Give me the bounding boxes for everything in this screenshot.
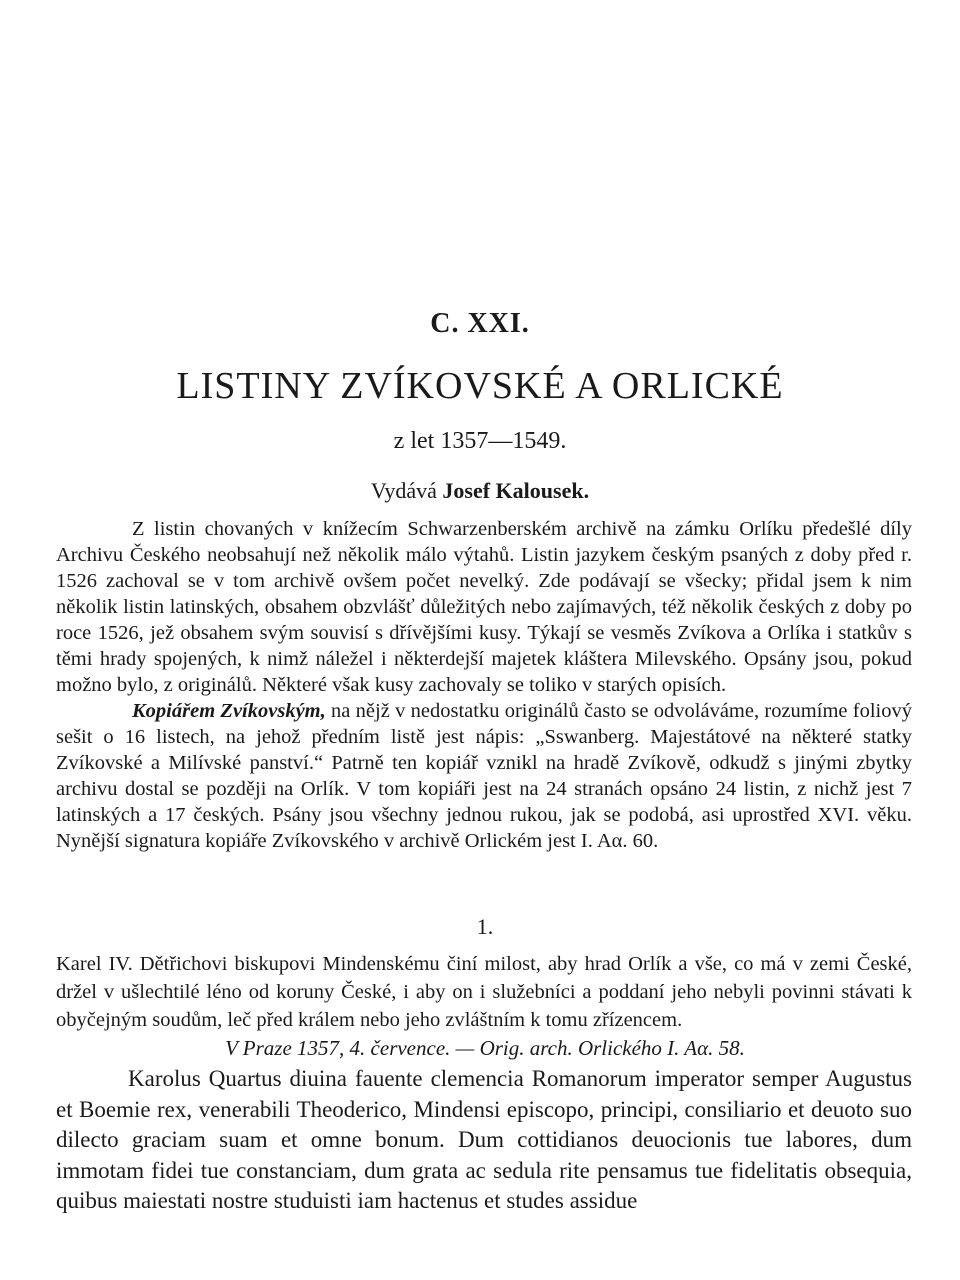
regest-text: Karel IV. Dětřichovi biskupovi Mindenskému činí milost, aby hrad Orlík a vše, co má v zemi České, držel v ušlechtilé léno od koruny České, i aby on i služebníci a poddaní jeho nebyli povinni stávati k obyčejným soudům, leč před králem nebo jeho zvláštním k tomu zřízencem. (56, 953, 912, 1031)
year-range: z let 1357—1549. (393, 428, 567, 454)
editor-prefix: Vydává (370, 478, 437, 503)
section-number: C. XXI. (430, 308, 530, 339)
editor-name: Josef Kalousek. (442, 478, 590, 503)
latin-text-block (56, 1064, 912, 1217)
intro-paragraph-2 (56, 698, 912, 854)
source-line: V Praze 1357, 4. července. — Orig. arch. Orlického I. Aα. 58. (225, 1036, 745, 1060)
intro-paragraph-1: Z listin chovaných v knížecím Schwarzenberském archivě na zámku Orlíku předešlé díly Archivu Českého neobsahují než několik málo výtahů. Listin jazykem českým psaných z doby před r. 1526 zachoval se v tom archivě ovšem počet nevelký. Zde podávají se všecky; přidal jsem k nim několik listin latinských, obsahem obzvlášť důležitých nebo zajímavých, též několik českých z doby po roce 1526, jež obsahem svým souvisí s dřívějšími kusy. Týkají se vesměs Zvíkova a Orlíka i statkův s těmi hrady spojených, k nimž náležel i některdejší majetek kláštera Milevského. Opsány jsou, pokud možno bylo, z originálů. Některé však kusy zachovaly se toliko v starých opisích. (56, 518, 912, 696)
intro-paragraph-2-lead: Kopiářem Zvíkovským, (132, 700, 326, 722)
page-title: LISTINY ZVÍKOVSKÉ A ORLICKÉ (176, 365, 784, 407)
editor-line (0, 478, 960, 504)
document-regest (56, 950, 912, 1034)
intro-paragraph-2-text: na nějž v nedostatku originálů často se odvoláváme, rozumíme foliový sešit o 16 listech, na jehož předním listě jest nápis: „Sswanberg. Majestátové na některé statky Zvíkovské a Milívské panství.“ Patrně ten kopiář vznikl na hradě Zvíkově, odkudž s jinými zbytky archivu dostal se později na Orlík. V tom kopiáři jest na 24 stranách opsáno 24 listin, z nichž jest 7 latinských a 17 českých. Psány jsou všechny jednou rukou, jak se podobá, asi uprostřed XVI. věku. Nynější signatura kopiáře Zvíkovského v archivě Orlickém jest I. Aα. 60. (56, 700, 912, 852)
document-number: 1. (476, 914, 494, 939)
introduction (56, 516, 912, 854)
latin-text: Karolus Quartus diuina fauente clemencia Romanorum imperator semper Augustus et Boemie rex, venerabili Theoderico, Mindensi episcopo, principi, consiliario et deuoto suo dilecto graciam suam et omne bonum. Dum cottidianos deuocionis tue labores, dum immotam fidei tue constanciam, dum grata ac sedula rite pensamus tue fidelitatis obsequia, quibus maiestati nostre studuisti iam hactenus et studes assidue (56, 1066, 912, 1213)
